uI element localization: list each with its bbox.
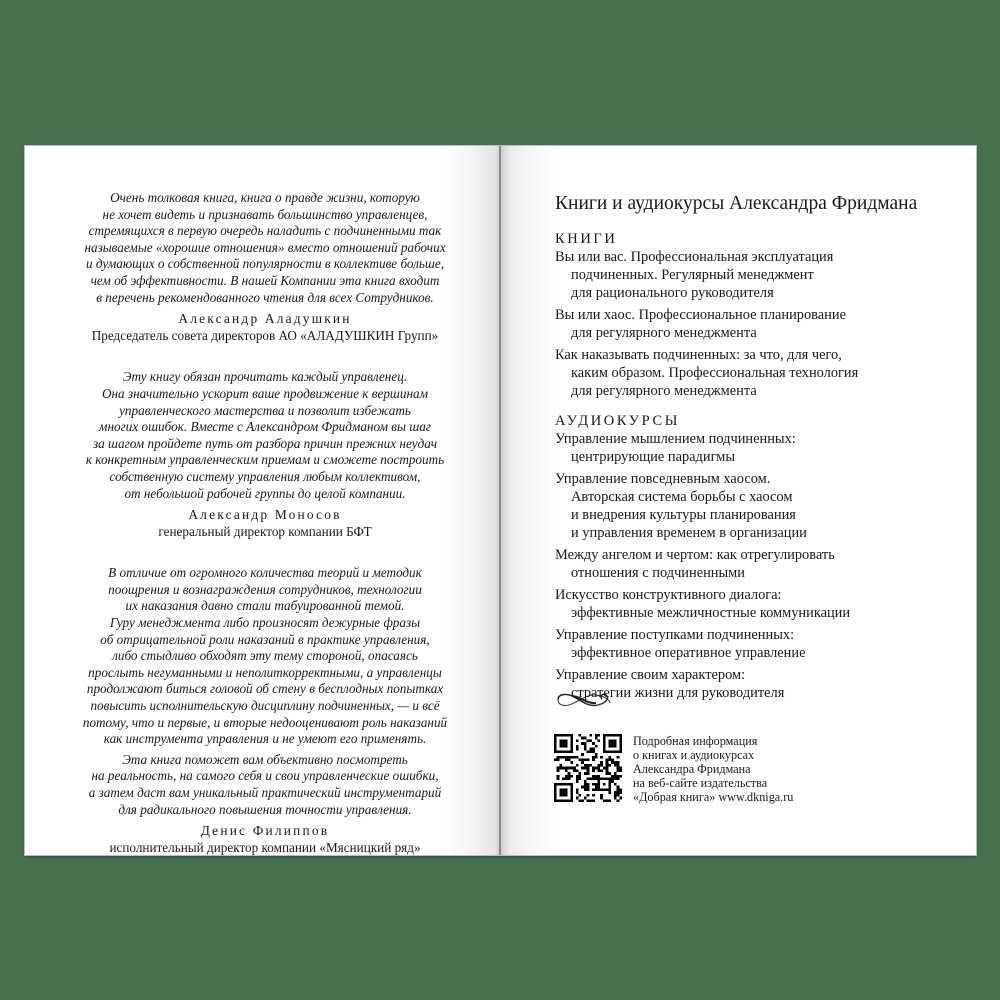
quote-line: называемые «хорошие отношения» вместо отношений рабочих xyxy=(84,239,446,255)
quote-line: в перечень рекомендованного чтения для всех Сотрудников. xyxy=(96,289,434,305)
quote-line: для радикального повышения точности управления. xyxy=(118,801,412,817)
quote-line: не хочет видеть и признавать большинство управленцев, xyxy=(102,206,428,222)
books-list xyxy=(555,248,945,400)
quote-line: продолжают биться головой об стену в бесплодных попытках xyxy=(86,681,444,697)
catalog xyxy=(555,230,945,706)
quote-line: их наказания давно стали табуированной темой. xyxy=(125,598,405,614)
entry-line: Управление мышлением подчиненных: xyxy=(555,431,796,447)
books-section-label: КНИГИ xyxy=(555,231,618,247)
entry-line: для рационального руководителя xyxy=(571,285,774,301)
quote-line: повысить исполнительскую дисциплину подчиненных, — и всё xyxy=(90,698,440,714)
left-page xyxy=(25,146,500,855)
entry-line: Вы или вас. Профессиональная эксплуатация xyxy=(555,249,834,265)
entry-line: отношения с подчиненными xyxy=(571,565,745,581)
quote-line: стремящихся в первую очередь наладить с подчиненными так xyxy=(88,223,442,239)
quote-line: потому, что и первые, и вторые недооценивают роль наказаний xyxy=(82,714,448,730)
quote-line: Очень толковая книга, книга о правде жизни, которую xyxy=(110,190,420,205)
testimonial-quote xyxy=(55,190,475,306)
entry-line: центрирующие парадигмы xyxy=(571,449,736,465)
info-line: Александра Фридмана xyxy=(633,762,751,776)
book-spine xyxy=(499,146,501,855)
testimonial-role: исполнительный директор компании «Мясницкий ряд» xyxy=(109,839,421,855)
quote-line: Эта книга поможет вам объективно посмотреть xyxy=(122,751,408,767)
testimonial-author: Александр Моносов xyxy=(188,507,342,523)
publisher-info xyxy=(633,734,793,804)
book-entry xyxy=(555,306,945,342)
quote-line: поощрения и вознаграждения сотрудников, технологии xyxy=(108,581,422,597)
quote-line: В отличие от огромного количества теорий и методик xyxy=(108,565,422,581)
entry-line: эффективное оперативное управление xyxy=(571,645,806,661)
audiocourse-entry xyxy=(555,430,945,466)
info-line: Подробная информация xyxy=(633,734,758,748)
quote-line: на реальность, на самого себя и свои управленческие ошибки, xyxy=(91,768,439,784)
info-line: на веб-сайте издательства xyxy=(633,776,768,790)
quote-line: Гуру менеджмента либо произносят дежурные фразы xyxy=(109,615,421,631)
entry-line: и внедрения культуры планирования xyxy=(571,507,796,523)
audiocourse-entry xyxy=(555,470,945,542)
entry-line: Как наказывать подчиненных: за что, для чего, xyxy=(555,347,842,363)
entry-line: Авторская система борьбы с хаосом xyxy=(571,489,793,505)
testimonial-author: Александр Аладушкин xyxy=(178,311,352,327)
audiocourses-section-label: АУДИОКУРСЫ xyxy=(555,413,681,429)
quote-line: собственную систему управления любым коллективом, xyxy=(109,468,421,484)
testimonial xyxy=(55,190,475,344)
entry-line: Вы или хаос. Профессиональное планирование xyxy=(555,307,846,323)
entry-line: каким образом. Профессиональная технология xyxy=(571,365,859,381)
quote-line: Она значительно ускорит ваше продвижение к вершинам xyxy=(101,385,429,401)
quote-line: управленческого мастерства и позволит избежать xyxy=(119,402,411,418)
testimonial-role: генеральный директор компании БФТ xyxy=(158,523,372,539)
entry-line: Управление поступками подчиненных: xyxy=(555,627,795,643)
testimonial xyxy=(55,565,475,856)
quote-line: и думающих о собственной популярности в коллективе больше, xyxy=(85,256,445,272)
entry-line: стратегии жизни для руководителя xyxy=(571,685,785,701)
entry-line: Управление повседневным хаосом. xyxy=(555,471,771,487)
info-line: «Добрая книга» www.dkniga.ru xyxy=(633,790,794,804)
entry-line: Управление своим характером: xyxy=(555,667,746,683)
book-entry xyxy=(555,346,945,400)
testimonial-quote xyxy=(55,565,475,748)
audiocourse-entry xyxy=(555,626,945,662)
quote-line: Эту книгу обязан прочитать каждый управленец. xyxy=(122,369,408,385)
page-title: Книги и аудиокурсы Александра Фридмана xyxy=(555,193,918,214)
quote-line: как инструмента управления и не умеют его применять. xyxy=(103,731,427,747)
quote-line: а затем даст вам уникальный практический инструментарий xyxy=(88,785,442,800)
audiocourse-entry xyxy=(555,546,945,582)
qr-code-icon xyxy=(554,734,622,802)
entry-line: для регулярного менеджмента xyxy=(571,325,757,341)
flourish-ornament-icon xyxy=(554,690,614,710)
quote-line: об отрицательной роли наказаний в практике управления, xyxy=(100,631,430,647)
quote-line: от небольшой рабочей группы до целой компании. xyxy=(124,485,406,501)
audiocourse-entry xyxy=(555,586,945,622)
quote-line: за шагом пройдете путь от разбора причин прежних неудач xyxy=(92,435,437,451)
audiocourses-list xyxy=(555,430,945,702)
testimonial-quote xyxy=(55,752,475,818)
entry-line: Между ангелом и чертом: как отрегулировать xyxy=(555,547,835,563)
testimonial xyxy=(55,369,475,540)
quote-line: к конкретным управленческим приемам и сможете построить xyxy=(85,452,445,468)
info-line: о книгах и аудиокурсах xyxy=(633,748,755,762)
testimonial-role: Председатель совета директоров АО «АЛАДУШКИН Групп» xyxy=(91,327,439,343)
quote-line: либо стыдливо обходят эту тему стороной, опасаясь xyxy=(112,648,418,664)
entry-line: эффективные межличностные коммуникации xyxy=(571,605,851,621)
testimonial-author: Денис Филиппов xyxy=(200,823,330,839)
book-entry xyxy=(555,248,945,302)
quote-line: многих ошибок. Вместе с Александром Фридманом вы шаг xyxy=(99,419,431,435)
testimonials xyxy=(55,190,475,881)
entry-line: подчиненных. Регулярный менеджмент xyxy=(571,267,814,283)
entry-line: для регулярного менеджмента xyxy=(571,383,757,399)
entry-line: Искусство конструктивного диалога: xyxy=(555,587,782,603)
testimonial-quote xyxy=(55,369,475,502)
quote-line: прослыть негуманными и неполиткорректными, а управленцы xyxy=(88,664,442,680)
quote-line: чем об эффективности. В нашей Компании эта книга входит xyxy=(90,272,440,288)
entry-line: и управления временем в организации xyxy=(571,525,807,541)
